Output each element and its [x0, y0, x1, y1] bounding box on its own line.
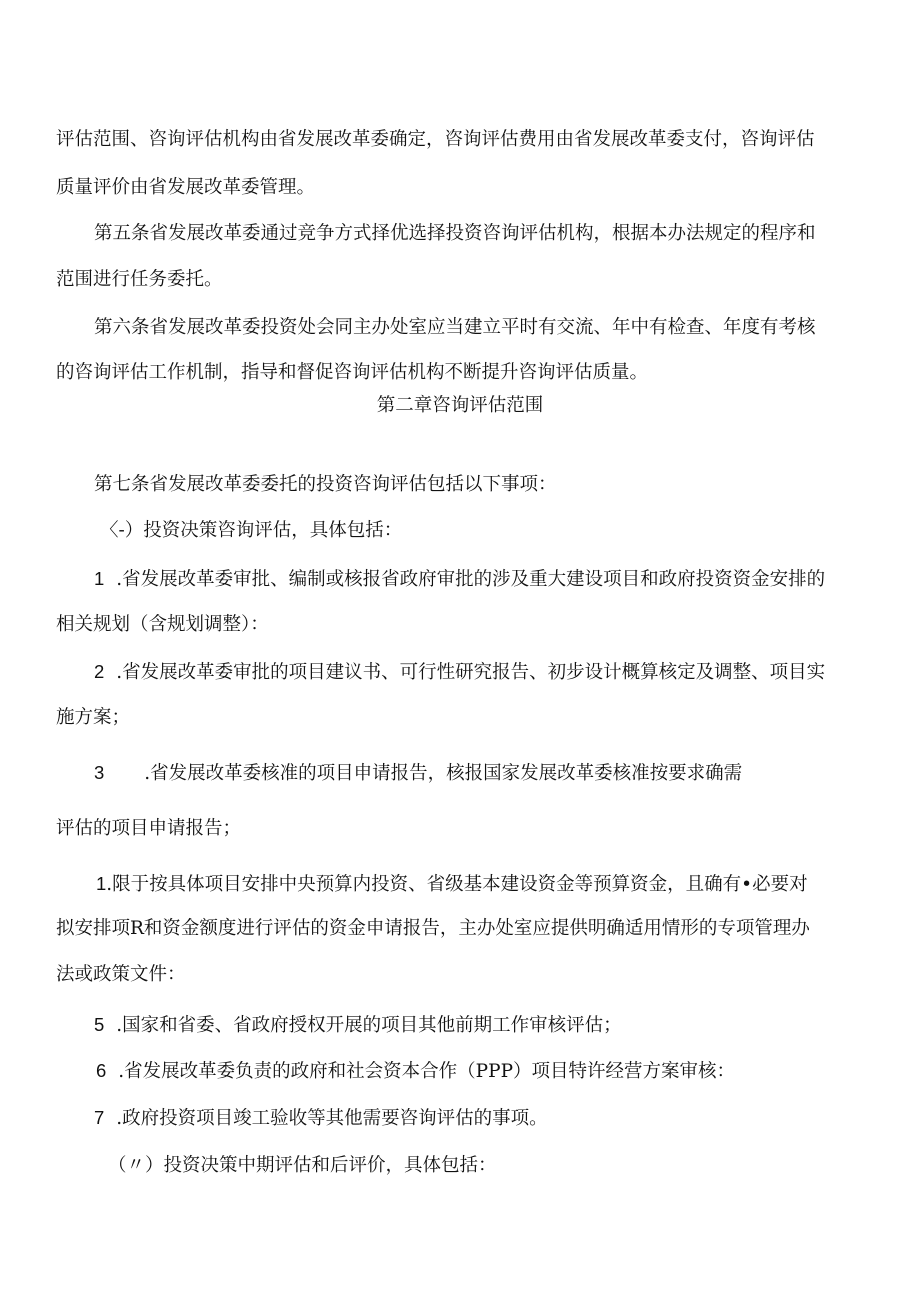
section-1-heading: 〈-）投资决策咨询评估，具体包括： [100, 520, 403, 541]
list-item-5-text: .国家和省委、省政府授权开展的项目其他前期工作审核评估； [116, 1015, 622, 1036]
list-item-3-text: .省发展改革委核准的项目申请报告，核报国家发展改革委核准按要求确需 [144, 763, 743, 784]
list-item-7-text: .政府投资项目竣工验收等其他需要咨询评估的事项。 [116, 1108, 548, 1129]
list-item-2-line-2: 施方案； [56, 707, 131, 728]
list-item-3-line-1 [94, 761, 742, 786]
list-item-4-number: 1 [96, 873, 107, 894]
list-item-7-number: 7 [94, 1107, 105, 1128]
list-item-1-number: 1 [94, 568, 105, 589]
list-item-6 [96, 1059, 735, 1084]
chapter-heading: 第二章咨询评估范围 [376, 395, 544, 416]
list-item-7 [94, 1106, 548, 1131]
list-item-3-number: 3 [94, 762, 105, 783]
list-item-6-text: .省发展改革委负责的政府和社会资本合作（PPP）项目特许经营方案审核： [118, 1061, 736, 1082]
list-item-2-text: .省发展改革委审批的项目建议书、可行性研究报告、初步设计概算核定及调整、项目实 [116, 662, 826, 683]
list-item-4-line-2: 拟安排项R和资金额度进行评估的资金申请报告，主办处室应提供明确适用情形的专项管理办 [56, 918, 810, 939]
article-5-line-1: 第五条省发展改革委通过竞争方式择优选择投资咨询评估机构，根据本办法规定的程序和 [94, 223, 816, 244]
paragraph-1-line-1: 评估范围、咨询评估机构由省发展改革委确定，咨询评估费用由省发展改革委支付，咨询评估 [56, 129, 815, 150]
list-item-5 [94, 1013, 622, 1038]
list-item-1-line-1 [94, 567, 825, 592]
list-item-1-text: .省发展改革委审批、编制或核报省政府审批的涉及重大建设项目和政府投资资金安排的 [116, 569, 826, 590]
list-item-4-line-3: 法或政策文件： [56, 964, 186, 985]
list-item-4-text: .限于按具体项目安排中央预算内投资、省级基本建设资金等预算资金，且确有•必要对 [106, 874, 808, 895]
article-6-line-2: 的咨询评估工作机制，指导和督促咨询评估机构不断提升咨询评估质量。 [56, 362, 649, 383]
list-item-5-number: 5 [94, 1014, 105, 1035]
list-item-6-number: 6 [96, 1060, 107, 1081]
paragraph-1-line-2: 质量评价由省发展改革委管理。 [56, 177, 316, 198]
list-item-2-line-1 [94, 660, 825, 685]
section-2-heading: （〃）投资决策中期评估和后评价，具体包括： [108, 1155, 497, 1176]
article-7: 第七条省发展改革委委托的投资咨询评估包括以下事项： [94, 474, 557, 495]
list-item-1-line-2: 相关规划（含规划调整）： [56, 614, 269, 635]
list-item-3-line-2: 评估的项目申请报告； [56, 818, 242, 839]
article-6-line-1: 第六条省发展改革委投资处会同主办处室应当建立平时有交流、年中有检查、年度有考核 [94, 317, 816, 338]
list-item-2-number: 2 [94, 661, 105, 682]
article-5-line-2: 范围进行任务委托。 [56, 269, 223, 290]
list-item-4-line-1 [96, 872, 808, 897]
